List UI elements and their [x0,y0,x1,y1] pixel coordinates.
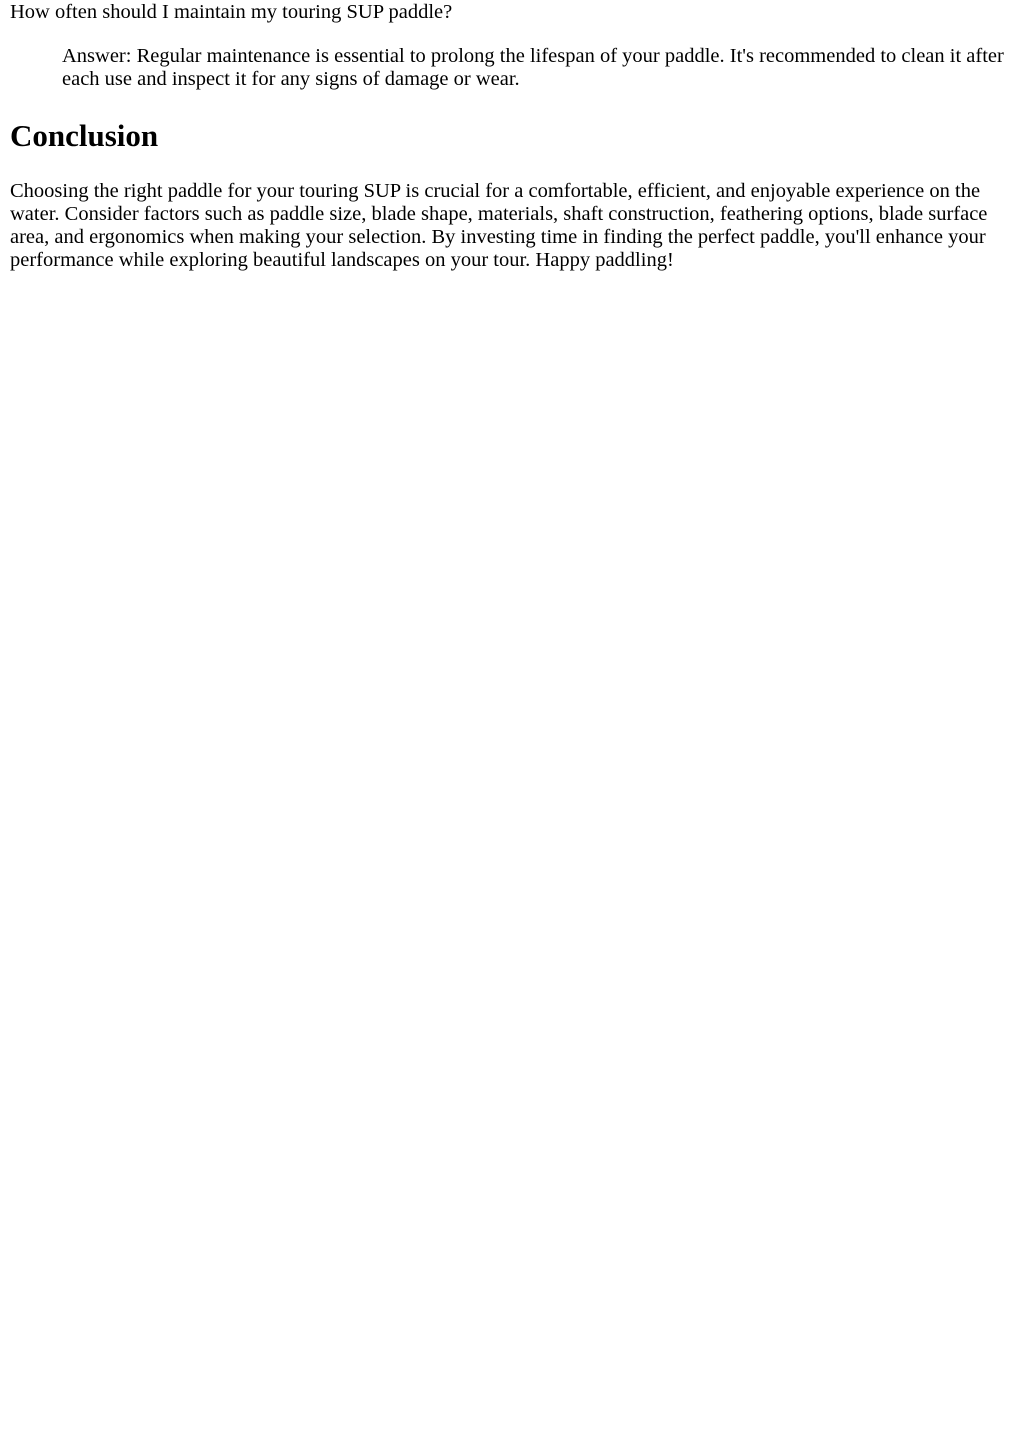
article-content [0,0,1024,272]
faq-answer: Answer: Regular maintenance is essential to prolong the lifespan of your paddle. It's recommended to clean it after each use and inspect it for any signs of damage or wear. [62,45,1004,90]
faq-question: How often should I maintain my touring SUP paddle? [10,1,453,23]
conclusion-paragraph: Choosing the right paddle for your touring SUP is crucial for a comfortable, efficient, and enjoyable experience on the water. Consider factors such as paddle size, blade shape, materials, shaft construction, feathering options, blade surface area, and ergonomics when making your selection. By investing time in finding the perfect paddle, you'll enhance your performance while exploring beautiful landscapes on your tour. Happy paddling! [10,180,988,271]
conclusion-heading: Conclusion [10,118,159,153]
